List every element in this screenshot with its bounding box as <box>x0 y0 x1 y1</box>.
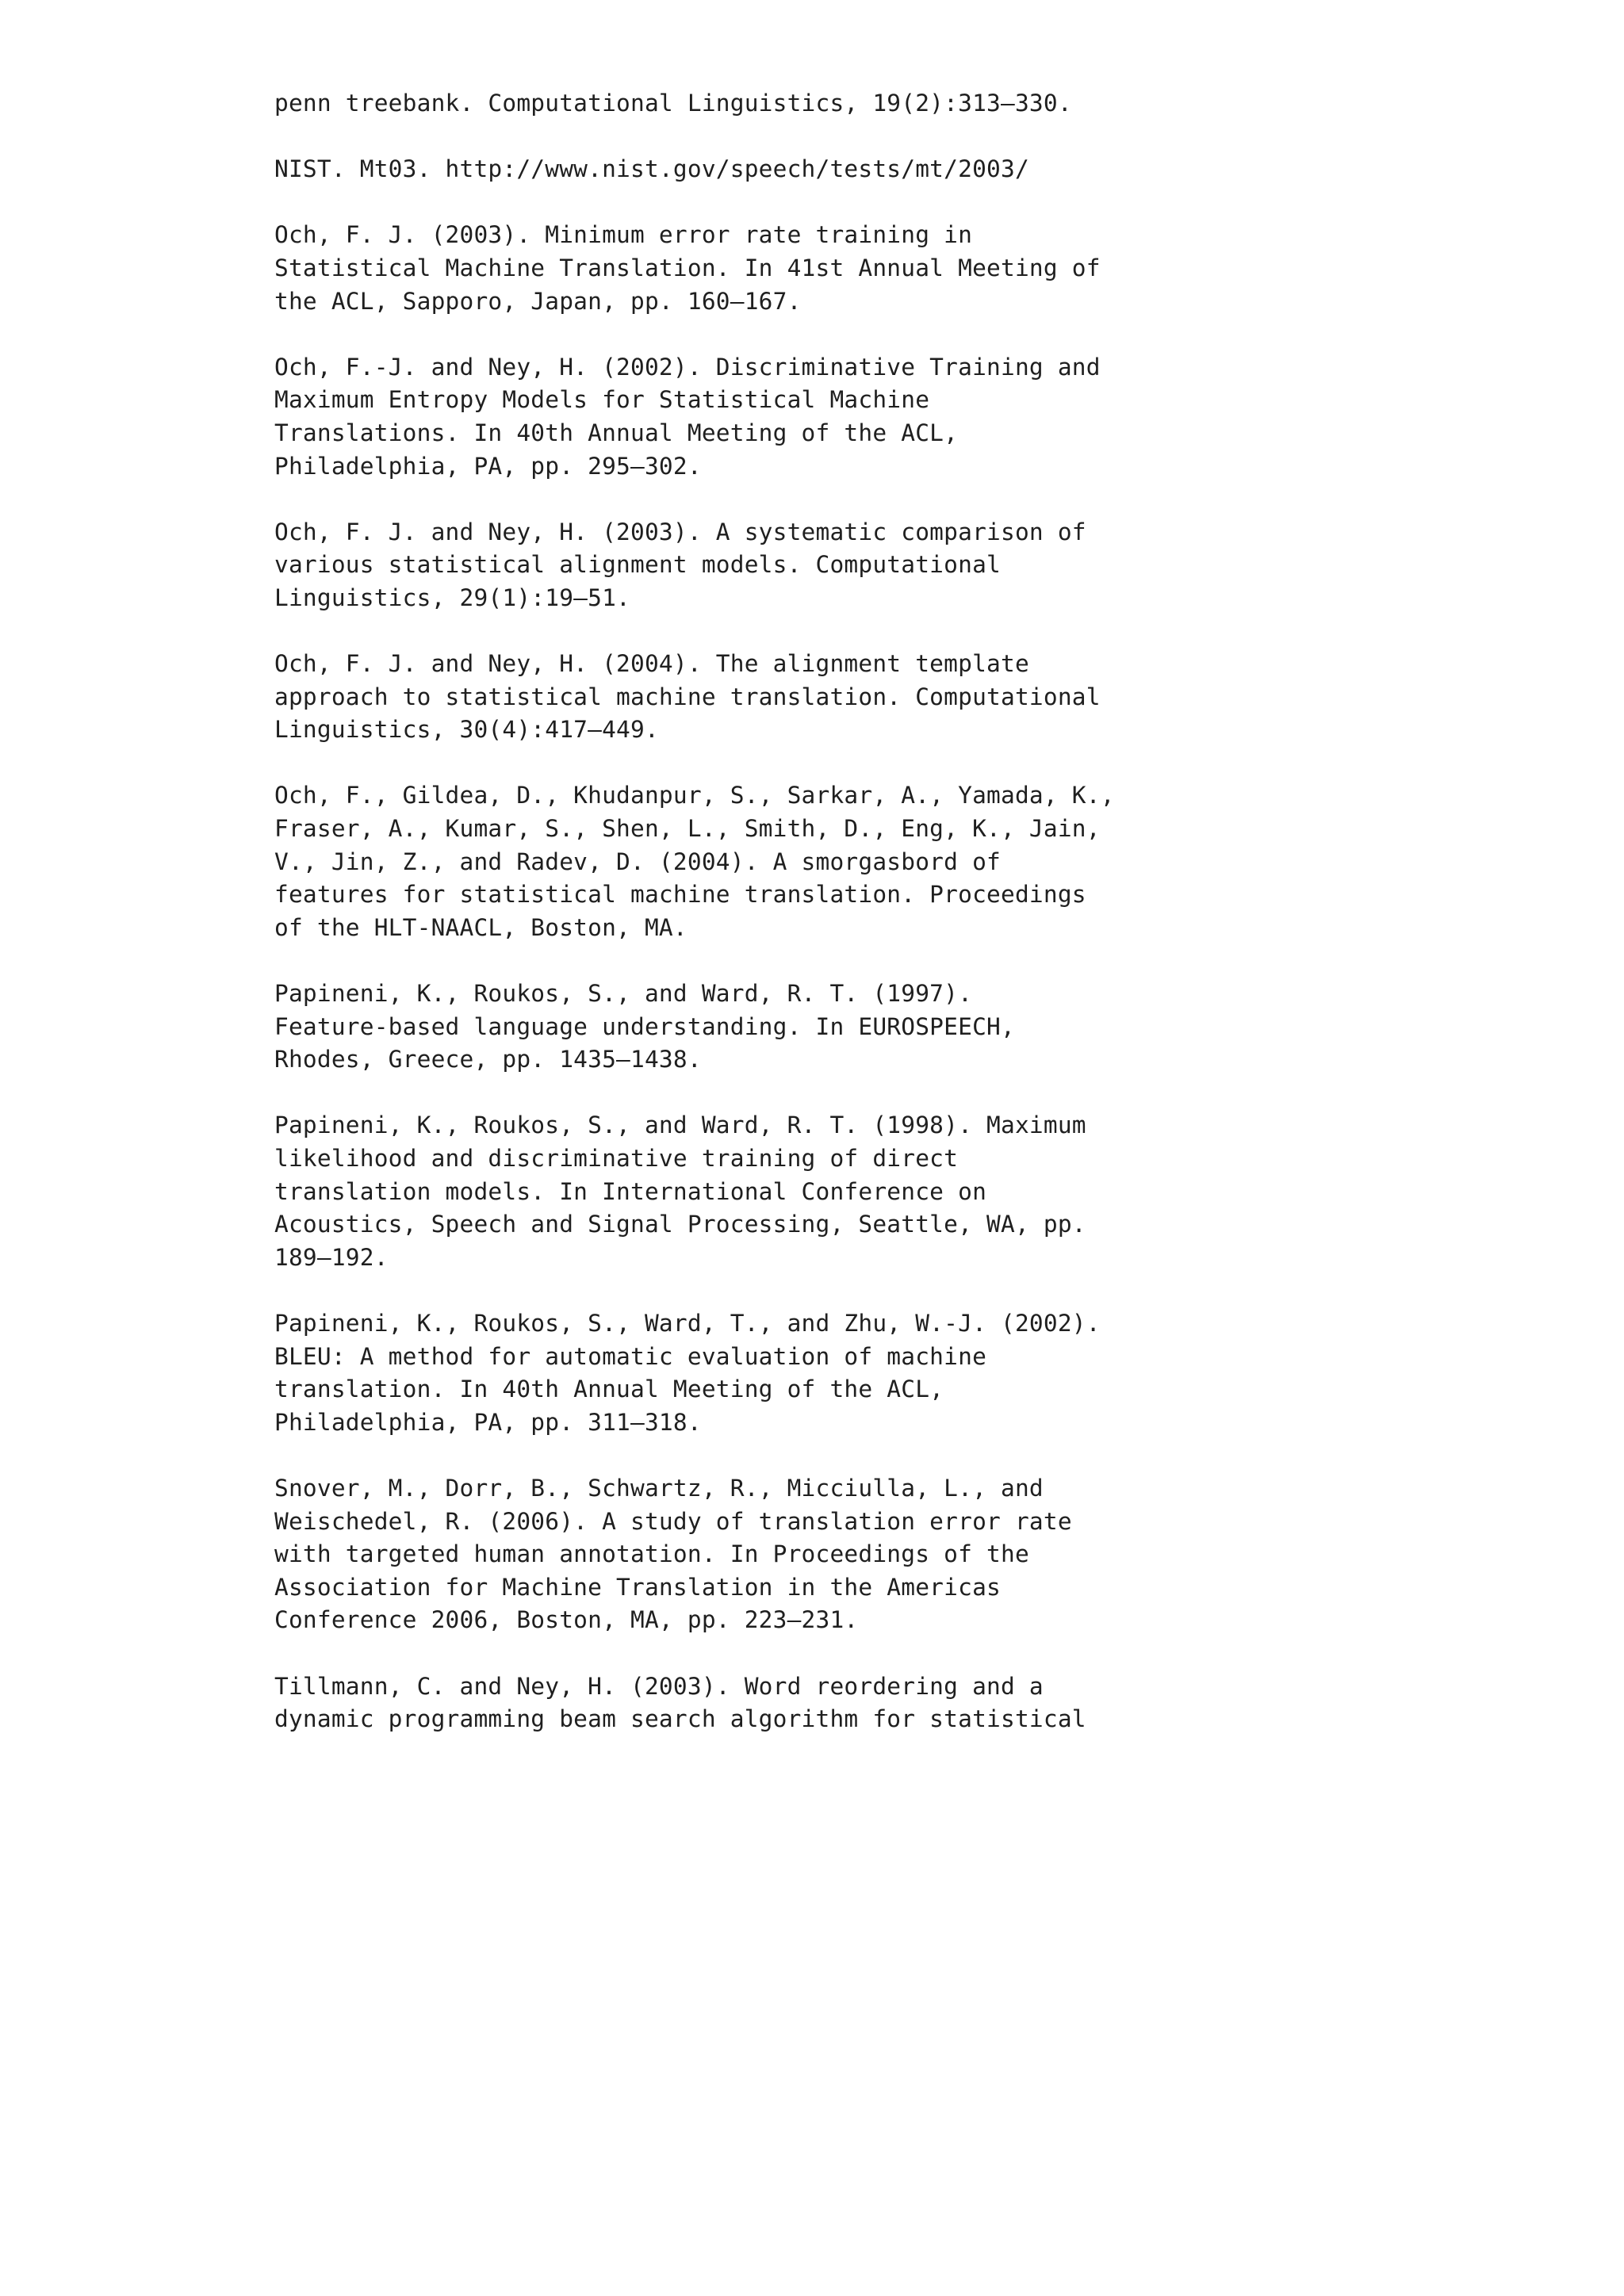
reference-entry <box>274 1670 1400 1736</box>
reference-line: Weischedel, R. (2006). A study of translation error rate <box>274 1507 1072 1535</box>
reference-line: Association for Machine Translation in the Americas <box>274 1573 1001 1601</box>
reference-line: likelihood and discriminative training of direct <box>274 1145 959 1172</box>
reference-entry <box>274 1307 1400 1439</box>
reference-line: Fraser, A., Kumar, S., Shen, L., Smith, D., Eng, K., Jain, <box>274 815 1101 843</box>
reference-line: Och, F.-J. and Ney, H. (2002). Discriminative Training and <box>274 353 1101 381</box>
reference-line: Conference 2006, Boston, MA, pp. 223–231. <box>274 1606 859 1634</box>
reference-line: with targeted human annotation. In Proceedings of the <box>274 1540 1029 1568</box>
reference-entry <box>274 648 1400 747</box>
reference-entry <box>274 351 1400 483</box>
reference-line: Papineni, K., Roukos, S., and Ward, R. T. (1997). <box>274 980 973 1008</box>
reference-line: Papineni, K., Roukos, S., and Ward, R. T. (1998). Maximum <box>274 1112 1086 1139</box>
reference-list <box>274 87 1400 1769</box>
reference-entry <box>274 978 1400 1077</box>
reference-entry <box>274 219 1400 318</box>
reference-line: the ACL, Sapporo, Japan, pp. 160–167. <box>274 287 802 315</box>
reference-line: Papineni, K., Roukos, S., Ward, T., and Zhu, W.-J. (2002). <box>274 1309 1101 1337</box>
reference-line: Rhodes, Greece, pp. 1435–1438. <box>274 1046 702 1073</box>
reference-line: Och, F. J. (2003). Minimum error rate training in <box>274 221 973 249</box>
reference-line: Feature-based language understanding. In EUROSPEECH, <box>274 1012 1015 1040</box>
reference-line: translation. In 40th Annual Meeting of the ACL, <box>274 1376 944 1403</box>
reference-line: 189–192. <box>274 1243 389 1271</box>
reference-line: Statistical Machine Translation. In 41st Annual Meeting of <box>274 254 1101 281</box>
reference-line: features for statistical machine translation. Proceedings <box>274 881 1086 909</box>
reference-entry <box>274 779 1400 944</box>
reference-line: Philadelphia, PA, pp. 311–318. <box>274 1408 702 1436</box>
reference-line: Linguistics, 29(1):19–51. <box>274 584 631 611</box>
reference-line: BLEU: A method for automatic evaluation of machine <box>274 1342 987 1370</box>
reference-entry <box>274 516 1400 615</box>
reference-line: Philadelphia, PA, pp. 295–302. <box>274 452 702 480</box>
reference-entry <box>274 87 1400 121</box>
reference-line: Och, F. J. and Ney, H. (2003). A systematic comparison of <box>274 518 1086 545</box>
reference-line: approach to statistical machine translation. Computational <box>274 683 1101 710</box>
reference-line: Maximum Entropy Models for Statistical Machine <box>274 386 930 414</box>
reference-line: various statistical alignment models. Computational <box>274 551 1001 579</box>
reference-line: Tillmann, C. and Ney, H. (2003). Word reordering and a <box>274 1672 1044 1700</box>
reference-line: penn treebank. Computational Linguistics, 19(2):313–330. <box>274 90 1072 117</box>
reference-line: V., Jin, Z., and Radev, D. (2004). A smorgasbord of <box>274 848 1001 875</box>
reference-line: Snover, M., Dorr, B., Schwartz, R., Micciulla, L., and <box>274 1474 1044 1502</box>
reference-line: Linguistics, 30(4):417–449. <box>274 716 659 744</box>
reference-line: Translations. In 40th Annual Meeting of the ACL, <box>274 419 959 446</box>
reference-entry <box>274 1472 1400 1637</box>
reference-line: Acoustics, Speech and Signal Processing, Seattle, WA, pp. <box>274 1211 1086 1238</box>
reference-entry <box>274 1109 1400 1274</box>
reference-line: Och, F., Gildea, D., Khudanpur, S., Sarkar, A., Yamada, K., <box>274 782 1115 809</box>
reference-line: of the HLT-NAACL, Boston, MA. <box>274 913 688 941</box>
reference-line: dynamic programming beam search algorithm for statistical <box>274 1705 1086 1733</box>
reference-line: translation models. In International Conference on <box>274 1177 987 1205</box>
reference-entry <box>274 153 1400 186</box>
reference-line: NIST. Mt03. http://www.nist.gov/speech/tests/mt/2003/ <box>274 155 1029 183</box>
reference-line: Och, F. J. and Ney, H. (2004). The alignment template <box>274 650 1029 678</box>
